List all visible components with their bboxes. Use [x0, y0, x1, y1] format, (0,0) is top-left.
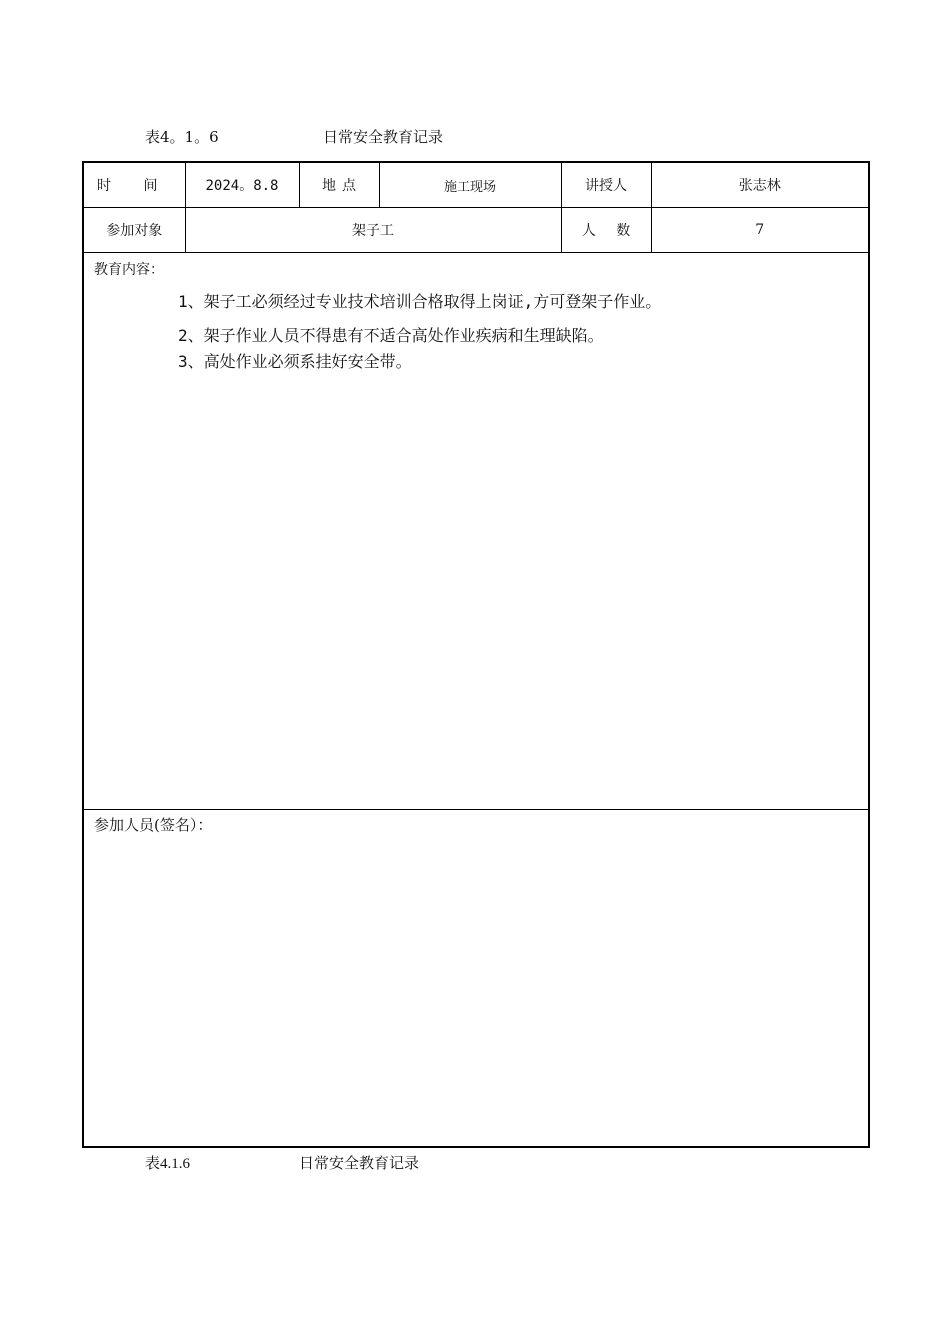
table-row	[83, 162, 869, 208]
table-code: 表4。1。6	[145, 128, 219, 146]
lecturer-label: 讲授人	[561, 162, 651, 208]
signature-row	[83, 810, 869, 1148]
table-title: 日常安全教育记录	[323, 128, 444, 146]
content-row	[83, 253, 869, 810]
place-label: 地点	[299, 162, 379, 208]
count-value: 7	[651, 208, 869, 253]
list-item: 1、架子工必须经过专业技术培训合格取得上岗证,方可登架子作业。	[178, 292, 662, 311]
target-label: 参加对象	[83, 208, 185, 253]
list-item: 3、高处作业必须系挂好安全带。	[178, 352, 412, 371]
time-value: 2024。8.8	[185, 162, 299, 208]
document-footer	[145, 1152, 419, 1173]
document-header	[145, 126, 443, 147]
education-record-table	[82, 161, 870, 1148]
content-label: 教育内容：	[94, 262, 164, 278]
count-label: 人 数	[561, 208, 651, 253]
time-label: 时 间	[83, 162, 185, 208]
lecturer-value: 张志林	[651, 162, 869, 208]
signature-label: 参加人员(签名）：	[94, 816, 213, 834]
content-list	[178, 289, 661, 375]
target-value: 架子工	[185, 208, 561, 253]
table-row	[83, 208, 869, 253]
list-item: 2、架子作业人员不得患有不适合高处作业疾病和生理缺陷。	[178, 326, 604, 345]
signature-cell	[83, 810, 869, 1148]
education-content-cell	[83, 253, 869, 810]
place-value: 施工现场	[379, 162, 561, 208]
footer-table-code: 表4.1.6	[145, 1156, 191, 1172]
footer-table-title: 日常安全教育记录	[299, 1156, 420, 1172]
